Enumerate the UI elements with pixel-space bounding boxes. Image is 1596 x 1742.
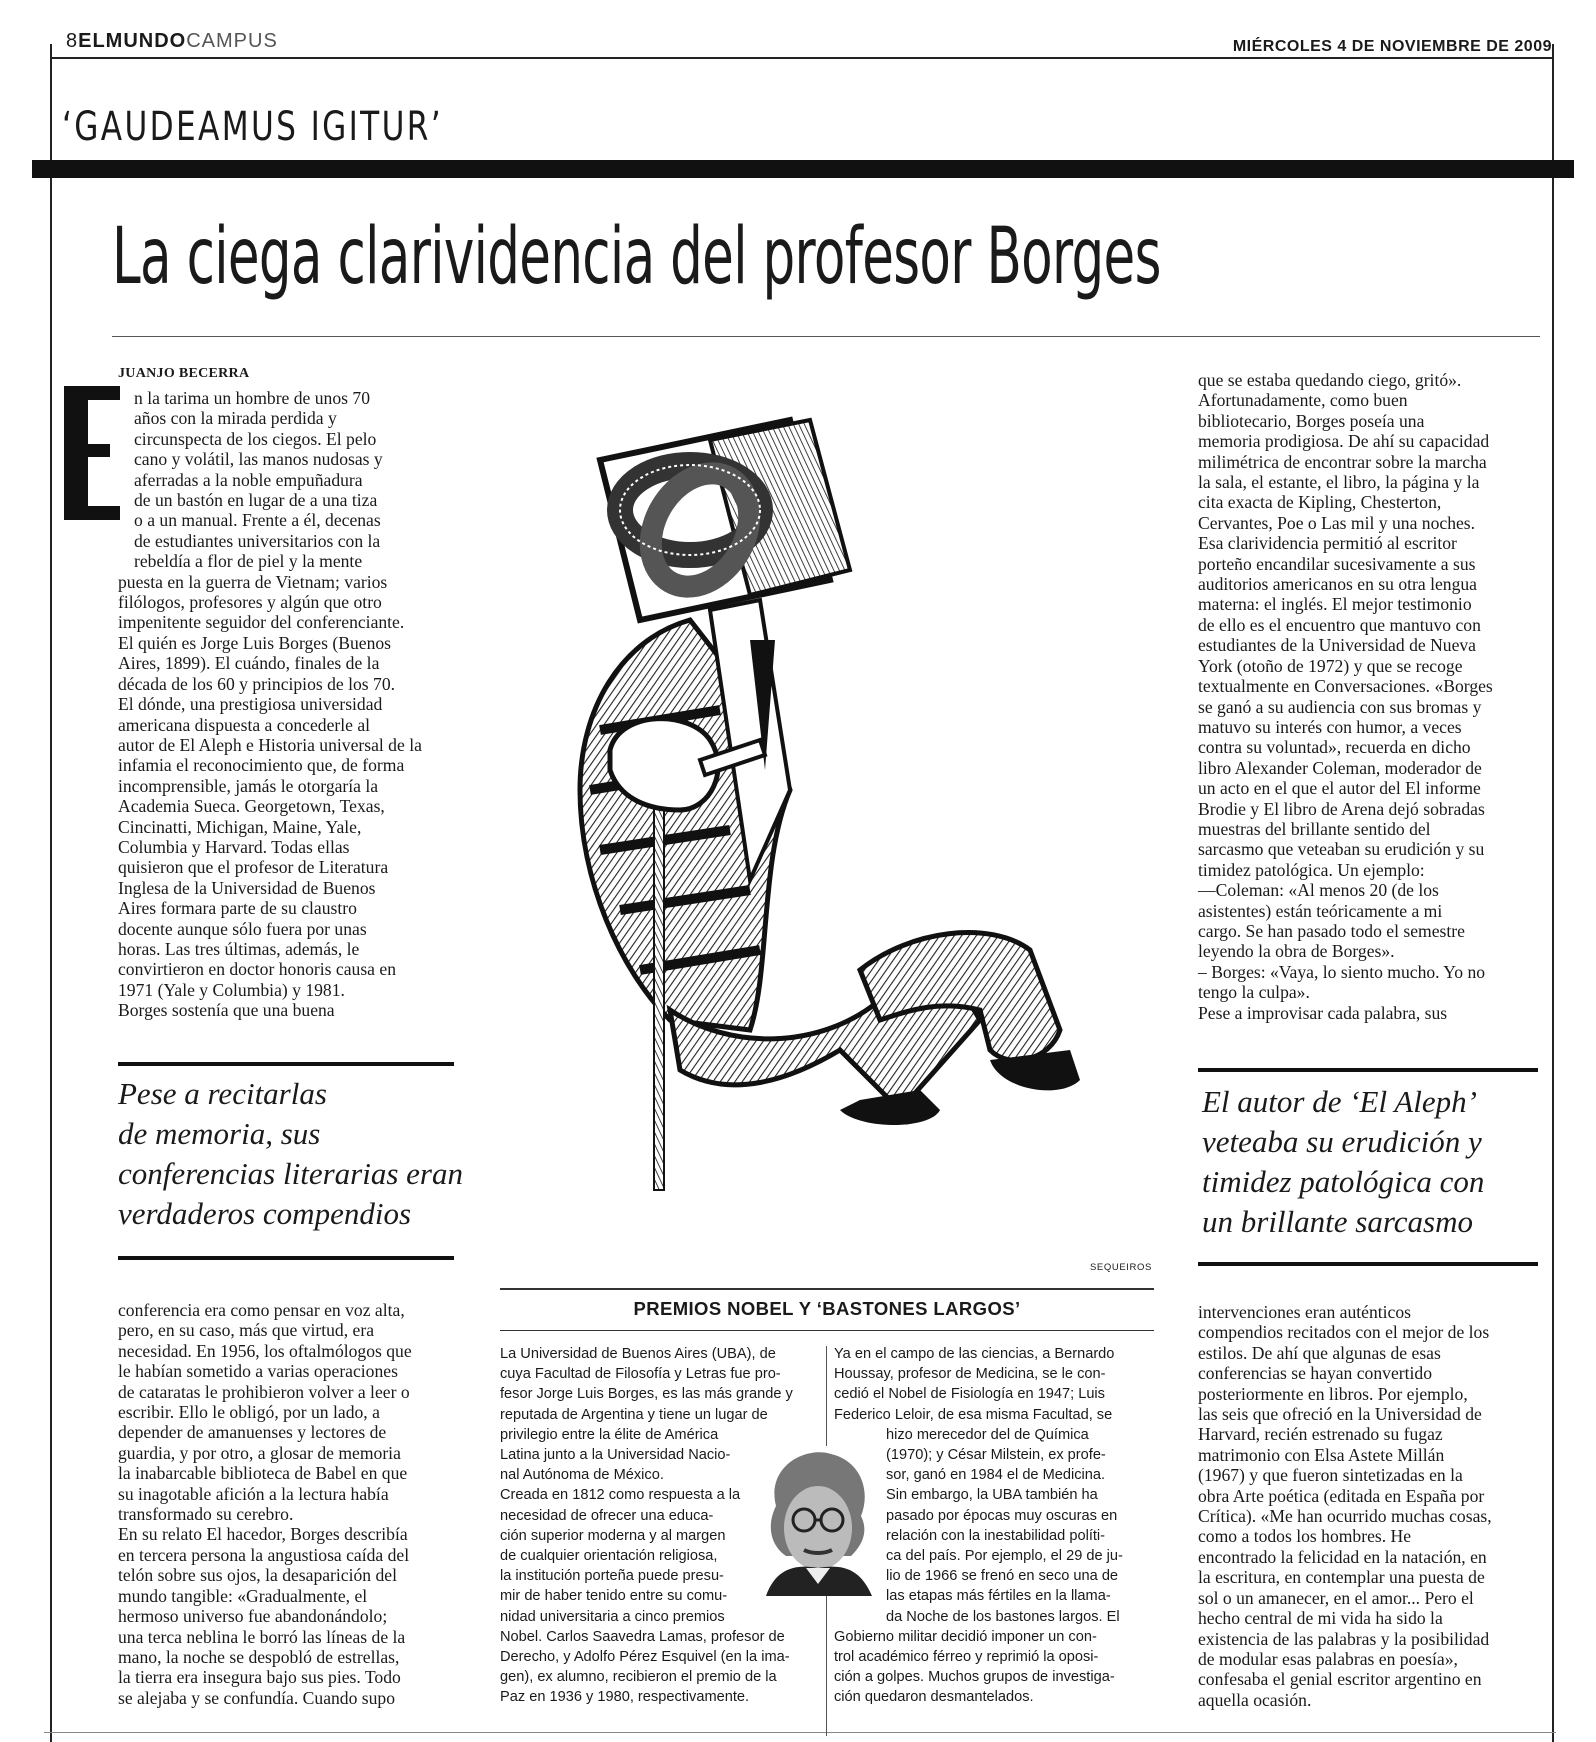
- text-line: las etapas más fértiles en la llama-: [886, 1588, 1111, 1605]
- text-line: en tercera persona la angustiosa caída del: [118, 1544, 410, 1565]
- text-line: necesidad. En 1956, los oftalmólogos que: [118, 1340, 412, 1361]
- text-line: Columbia y Harvard. Todas ellas: [118, 836, 350, 857]
- text-line: Cervantes, Poe o Las mil y una noches.: [1198, 512, 1476, 533]
- text-line: relación con la inestabilidad políti-: [886, 1527, 1106, 1544]
- right-margin-line: [1552, 44, 1554, 1742]
- text-line: – Borges: «Vaya, lo siento mucho. Yo no: [1198, 961, 1486, 982]
- text-line: libro Alexander Coleman, moderador de: [1198, 757, 1482, 778]
- text-line: de modular esas palabras en poesía»,: [1198, 1648, 1458, 1669]
- masthead: [66, 30, 278, 53]
- byline: JUANJO BECERRA: [118, 366, 250, 381]
- text-line: rebeldía a flor de piel y la mente: [134, 551, 363, 572]
- text-line: década de los 60 y principios de los 70.: [118, 673, 396, 694]
- text-line: Afortunadamente, como buen: [1198, 390, 1408, 411]
- pull-quote-line: conferencias literarias eran: [118, 1156, 463, 1191]
- text-line: mundo tangible: «Gradualmente, el: [118, 1585, 368, 1606]
- text-line: Aires, 1899). El cuándo, finales de la: [118, 653, 380, 674]
- left-margin-line: [50, 44, 52, 1742]
- text-line: Ya en el campo de las ciencias, a Bernardo: [834, 1346, 1115, 1362]
- text-line: la institución porteña puede presu-: [500, 1568, 724, 1585]
- pull-quote-right: [1202, 1082, 1532, 1242]
- text-line: como a todos los hombres. He: [1198, 1526, 1412, 1547]
- text-line: docente aunque sólo fuera por unas: [118, 918, 367, 939]
- text-line: La Universidad de Buenos Aires (UBA), de: [500, 1346, 776, 1362]
- text-line: encontrado la felicidad en la natación, en: [1198, 1546, 1487, 1567]
- text-line: Aires formara parte de su claustro: [118, 898, 357, 919]
- text-line: cargo. Se han pasado todo el semestre: [1198, 920, 1465, 941]
- text-line: Brodie y El libro de Arena dejó sobradas: [1198, 798, 1485, 819]
- text-line: timidez patológica. Un ejemplo:: [1198, 859, 1425, 880]
- text-line: puesta en la guerra de Vietnam; varios: [118, 571, 388, 592]
- article-col3-top: [1198, 370, 1538, 1023]
- text-line: Cincinatti, Michigan, Maine, Yale,: [118, 816, 362, 837]
- text-line: da Noche de los bastones largos. El: [886, 1608, 1120, 1625]
- text-line: conferencias se hayan convertido: [1198, 1363, 1432, 1384]
- text-line: estilos. De ahí que algunas de esas: [1198, 1342, 1441, 1363]
- text-line: transformado su cerebro.: [118, 1504, 294, 1525]
- text-line: textualmente en Conversaciones. «Borges: [1198, 676, 1493, 697]
- text-line: tengo la culpa».: [1198, 982, 1310, 1003]
- text-line: Houssay, profesor de Medicina, se le con-: [834, 1366, 1106, 1383]
- text-line: conferencia era como pensar en voz alta,: [118, 1300, 405, 1320]
- text-line: Latina junto a la Universidad Nacio-: [500, 1447, 731, 1464]
- text-line: Harvard, recién estrenado su fugaz: [1198, 1424, 1443, 1445]
- text-line: materna: el inglés. El mejor testimonio: [1198, 594, 1472, 615]
- box-title-rule: [500, 1330, 1154, 1331]
- text-line: Pese a improvisar cada palabra, sus: [1198, 1002, 1448, 1023]
- text-line: o a un manual. Frente a él, decenas: [134, 510, 381, 531]
- headline-rule: [112, 336, 1540, 337]
- text-line: de un bastón en lugar de a una tiza: [134, 490, 378, 511]
- box-top-rule: [500, 1288, 1154, 1290]
- pull-quote-line: un brillante sarcasmo: [1202, 1204, 1473, 1239]
- text-line: Sin embargo, la UBA también ha: [886, 1487, 1098, 1504]
- text-line: milimétrica de encontrar sobre la marcha: [1198, 451, 1487, 472]
- text-line: Creada en 1812 como respuesta a la: [500, 1487, 741, 1504]
- text-line: la inabarcable biblioteca de Babel en que: [118, 1463, 408, 1484]
- text-line: años con la mirada perdida y: [134, 408, 337, 429]
- text-line: su inagotable afición a la lectura había: [118, 1483, 389, 1504]
- text-line: Paz en 1936 y 1980, respectivamente.: [500, 1689, 750, 1706]
- text-line: filólogos, profesores y algún que otro: [118, 592, 382, 613]
- text-line: contra su voluntad», recuerda en dicho: [1198, 737, 1471, 758]
- text-line: hermoso universo fue abandonándolo;: [118, 1606, 388, 1627]
- text-line: sol o un amanecer, en el amor... Pero el: [1198, 1587, 1474, 1608]
- text-line: aquella ocasión.: [1198, 1689, 1312, 1710]
- pull-quote-line: timidez patológica con: [1202, 1164, 1485, 1199]
- text-line: cita exacta de Kipling, Chesterton,: [1198, 492, 1442, 513]
- text-line: la sala, el estante, el libro, la página y la: [1198, 472, 1480, 493]
- text-line: impenitente seguidor del conferenciante.: [118, 612, 405, 633]
- text-line: privilegio entre la élite de América: [500, 1426, 719, 1443]
- article-col1-bottom: [118, 1300, 458, 1708]
- text-line: sor, ganó en 1984 el de Medicina.: [886, 1467, 1106, 1484]
- text-line: lio de 1966 se frenó en seco una de: [886, 1568, 1119, 1585]
- text-line: matuvo su interés con humor, a veces: [1198, 716, 1462, 737]
- text-line: Inglesa de la Universidad de Buenos: [118, 877, 376, 898]
- pull-quote-line: Pese a recitarlas: [118, 1076, 327, 1111]
- text-line: de ello es el encuentro que mantuvo con: [1198, 614, 1481, 635]
- text-line: hecho central de mi vida ha sido la: [1198, 1608, 1443, 1629]
- text-line: una terca neblina le borró las líneas de la: [118, 1626, 406, 1647]
- text-line: Esa clarividencia permitió al escritor: [1198, 533, 1457, 554]
- text-line: guardia, y por otro, a glosar de memoria: [118, 1442, 401, 1463]
- text-line: compendios recitados con el mejor de los: [1198, 1322, 1490, 1343]
- pull-quote-line: veteaba su erudición y: [1202, 1124, 1482, 1159]
- text-line: El dónde, una prestigiosa universidad: [118, 694, 383, 715]
- text-line: asistentes) están teóricamente a mi: [1198, 900, 1443, 921]
- text-line: le habían sometido a varias operaciones: [118, 1361, 398, 1382]
- section-name: CAMPUS: [186, 30, 278, 52]
- pull-quote-line: El autor de ‘El Aleph’: [1202, 1084, 1477, 1119]
- drop-cap-letter: [62, 386, 63, 387]
- text-line: cuya Facultad de Filosofía y Letras fue pro-: [500, 1366, 781, 1383]
- text-line: leyendo la obra de Borges».: [1198, 941, 1395, 962]
- text-line: horas. Las tres últimas, además, le: [118, 938, 360, 959]
- text-line: pero, en su caso, más que virtud, era: [118, 1320, 375, 1341]
- text-line: mir de haber tenido entre su comu-: [500, 1588, 728, 1605]
- section-label: ‘GAUDEAMUS IGITUR’: [62, 104, 444, 150]
- pull-quote-line: de memoria, sus: [118, 1116, 321, 1151]
- text-line: matrimonio con Elsa Astete Millán: [1198, 1444, 1445, 1465]
- text-line: reputada de Argentina y tiene un lugar de: [500, 1406, 768, 1423]
- text-line: (1970); y César Milstein, ex profe-: [886, 1447, 1106, 1464]
- text-line: Crítica). «Me han ocurrido muchas cosas,: [1198, 1506, 1492, 1527]
- text-line: fesor Jorge Luis Borges, es las más grande y: [500, 1386, 793, 1403]
- pull-quote-rule: [118, 1062, 454, 1066]
- text-line: —Coleman: «Al menos 20 (de los: [1198, 880, 1439, 901]
- text-line: En su relato El hacedor, Borges describía: [118, 1524, 408, 1545]
- text-line: telón sobre sus ojos, la desaparición del: [118, 1565, 397, 1586]
- text-line: cano y volátil, las manos nudosas y: [134, 449, 383, 470]
- text-line: circunspecta de los ciegos. El pelo: [134, 428, 377, 449]
- article-col3-bottom: [1198, 1302, 1538, 1710]
- section-bar: [32, 160, 1574, 178]
- text-line: incomprensible, jamás le otorgaría la: [118, 775, 379, 796]
- brand-logo: ELMUNDO: [78, 30, 187, 52]
- pull-quote-rule: [1198, 1068, 1538, 1072]
- box-column-b: [834, 1344, 1136, 1708]
- text-line: El quién es Jorge Luis Borges (Buenos: [118, 632, 392, 653]
- borges-illustration: [560, 410, 1100, 1230]
- text-line: existencia de las palabras y la posibilidad: [1198, 1628, 1490, 1649]
- text-line: depender de amanuenses y lectores de: [118, 1422, 387, 1443]
- text-line: hizo merecedor del de Química: [886, 1426, 1089, 1443]
- text-line: ción a golpes. Muchos grupos de investiga-: [834, 1669, 1115, 1686]
- text-line: auditorios americanos en su otra lengua: [1198, 574, 1477, 595]
- text-line: 1971 (Yale y Columbia) y 1981.: [118, 979, 345, 1000]
- text-line: quisieron que el profesor de Literatura: [118, 857, 389, 878]
- text-line: Gobierno militar decidió imponer un con-: [834, 1628, 1097, 1645]
- text-line: obra Arte poética (editada en España por: [1198, 1485, 1485, 1506]
- text-line: pasado por épocas muy oscuras en: [886, 1507, 1118, 1524]
- pull-quote-rule: [118, 1256, 454, 1260]
- headline: La ciega clarividencia del profesor Borges: [112, 212, 1161, 302]
- text-line: Derecho, y Adolfo Pérez Esquivel (en la ima-: [500, 1649, 790, 1666]
- masthead-rule: [50, 57, 1552, 59]
- text-line: nal Autónoma de México.: [500, 1467, 664, 1484]
- text-line: nidad universitaria a cinco premios: [500, 1608, 725, 1625]
- text-line: Nobel. Carlos Saavedra Lamas, profesor de: [500, 1628, 785, 1645]
- text-line: confesaba el genial escritor argentino en: [1198, 1669, 1482, 1690]
- text-line: estudiantes de la Universidad de Nueva: [1198, 635, 1476, 656]
- text-line: intervenciones eran auténticos: [1198, 1302, 1411, 1322]
- text-line: posteriormente en libros. Por ejemplo,: [1198, 1383, 1468, 1404]
- box-title: PREMIOS NOBEL Y ‘BASTONES LARGOS’: [633, 1298, 1021, 1319]
- text-line: que se estaba quedando ciego, gritó».: [1198, 370, 1462, 390]
- text-line: Federico Leloir, de esa misma Facultad, se: [834, 1406, 1113, 1423]
- bottom-rule: [44, 1732, 1556, 1733]
- text-line: aferradas a la noble empuñadura: [134, 469, 363, 490]
- text-line: se alejaba y se confundía. Cuando supo: [118, 1687, 396, 1708]
- text-line: ca del país. Por ejemplo, el 29 de ju-: [886, 1548, 1123, 1565]
- pull-quote-rule: [1198, 1262, 1538, 1266]
- text-line: infamia el reconocimiento que, de forma: [118, 755, 405, 776]
- text-line: n la tarima un hombre de unos 70: [134, 388, 370, 408]
- text-line: de cataratas le prohibieron volver a leer o: [118, 1381, 410, 1402]
- text-line: mano, la noche se despobló de estrellas,: [118, 1646, 400, 1667]
- text-line: gen), ex alumno, recibieron el premio de la: [500, 1669, 777, 1686]
- issue-date: MIÉRCOLES 4 DE NOVIEMBRE DE 2009: [1232, 38, 1552, 55]
- text-line: ción quedaron desmantelados.: [834, 1689, 1034, 1706]
- page-number: 8: [66, 30, 79, 52]
- text-line: (1967) y que fueron sintetizadas en la: [1198, 1465, 1463, 1486]
- text-line: de estudiantes universitarios con la: [134, 530, 381, 551]
- illustration-credit: SEQUEIROS: [1090, 1262, 1152, 1273]
- text-line: porteño encandilar sucesivamente a sus: [1198, 553, 1476, 574]
- text-line: necesidad de ofrecer una educa-: [500, 1507, 714, 1524]
- text-line: cedió el Nobel de Fisiología en 1947; Luis: [834, 1386, 1105, 1403]
- text-line: memoria prodigiosa. De ahí su capacidad: [1198, 431, 1490, 452]
- article-col1-top: [118, 388, 458, 1021]
- text-line: las seis que ofreció en la Universidad de: [1198, 1404, 1482, 1425]
- text-line: la tierra era insegura bajo sus pies. Todo: [118, 1667, 401, 1688]
- text-line: americana dispuesta a concederle al: [118, 714, 371, 735]
- drop-cap-e: [64, 386, 120, 520]
- text-line: autor de El Aleph e Historia universal de la: [118, 734, 422, 755]
- text-line: un acto en el que el autor del El informe: [1198, 778, 1481, 799]
- text-line: Borges sostenía que una buena: [118, 1000, 335, 1021]
- pull-quote-line: verdaderos compendios: [118, 1196, 412, 1231]
- text-line: Academia Sueca. Georgetown, Texas,: [118, 796, 385, 817]
- text-line: convirtieron en doctor honoris causa en: [118, 959, 396, 980]
- text-line: trol académico férreo y reprimió la oposi-: [834, 1649, 1099, 1666]
- text-line: bibliotecario, Borges poseía una: [1198, 410, 1425, 431]
- text-line: escribir. Ello le obligó, por un lado, a: [118, 1402, 380, 1423]
- portrait-photo: [756, 1446, 878, 1596]
- text-line: York (otoño de 1972) y que se recoge: [1198, 655, 1463, 676]
- text-line: de cualquier orientación religiosa,: [500, 1548, 718, 1565]
- text-line: muestras del brillante sentido del: [1198, 818, 1431, 839]
- text-line: se ganó a su audiencia con sus bromas y: [1198, 696, 1482, 717]
- text-line: la escritura, en contemplar una puesta de: [1198, 1567, 1485, 1588]
- text-line: sarcasmo que veteaban su erudición y su: [1198, 839, 1485, 860]
- pull-quote-left: [118, 1074, 463, 1234]
- text-line: ción superior moderna y al margen: [500, 1527, 726, 1544]
